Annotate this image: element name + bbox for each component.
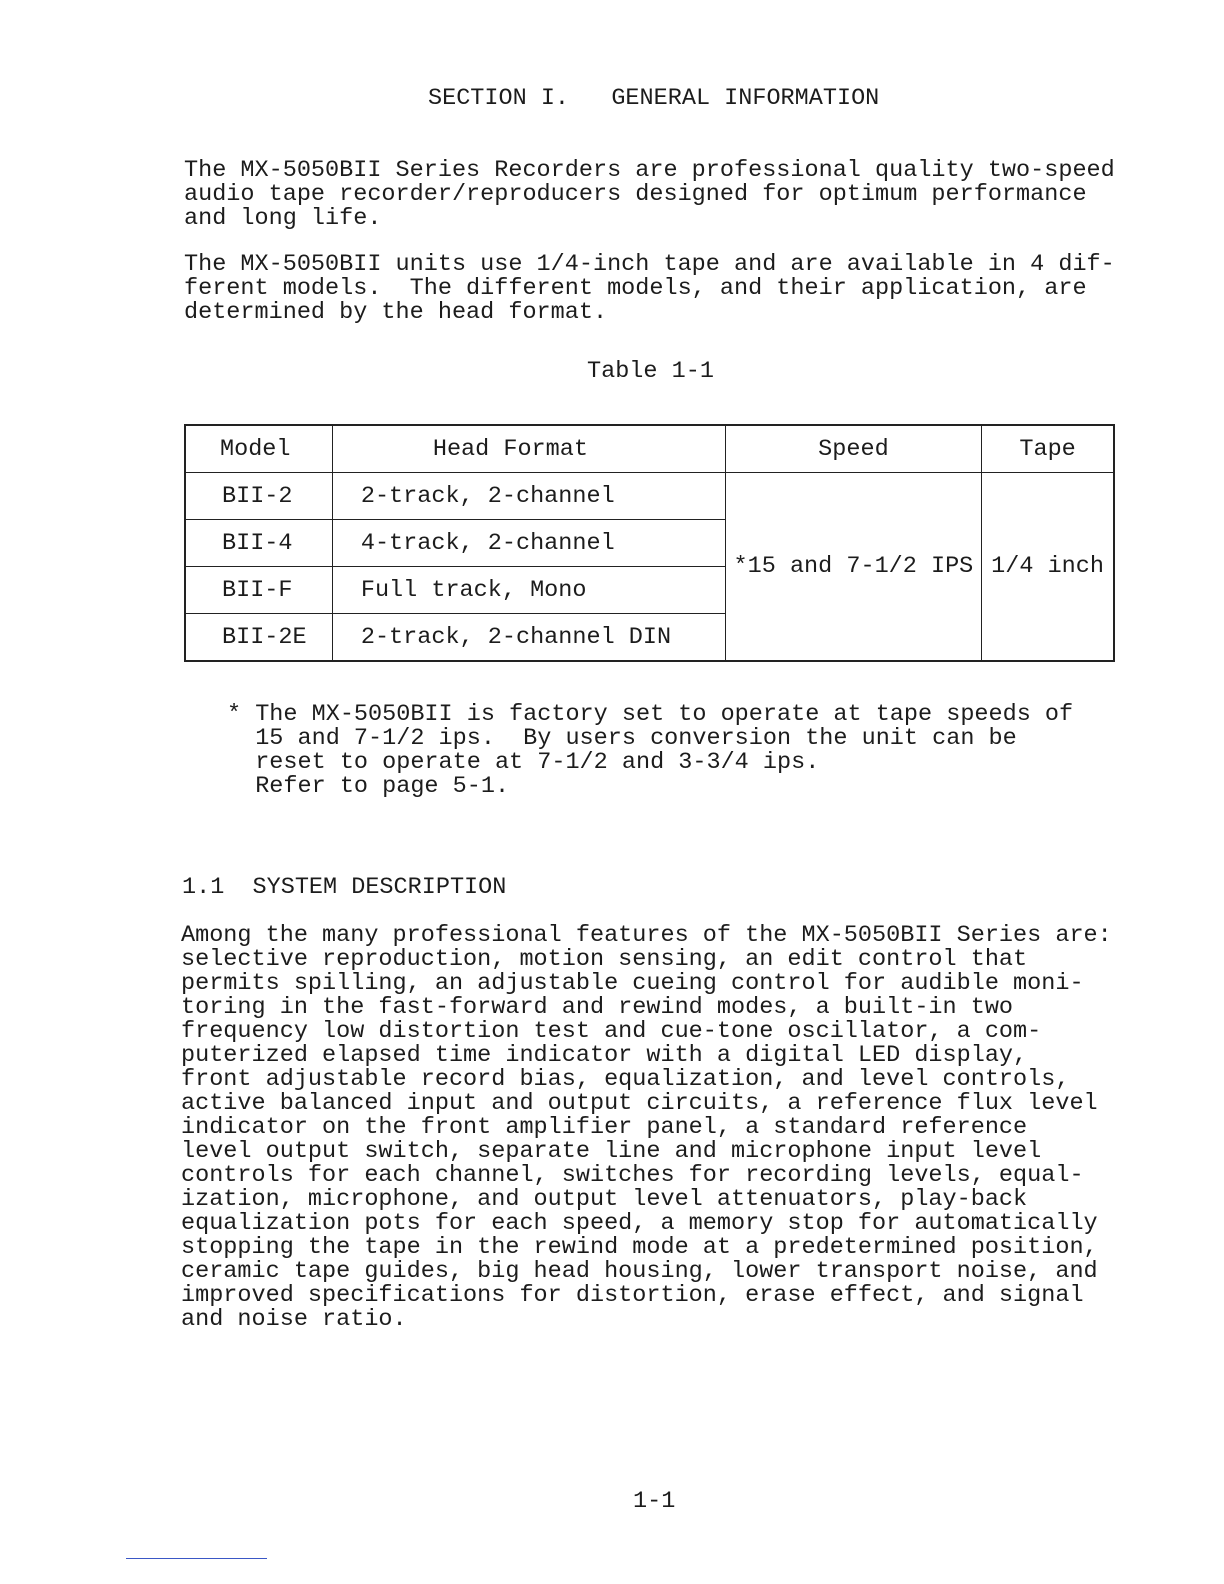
text-line: puterized elapsed time indicator with a digital LED display, (181, 1042, 1028, 1069)
text-line: Refer to page 5-1. (227, 773, 510, 800)
text-line: indicator on the front amplifier panel, a standard reference (181, 1114, 1028, 1141)
cell-tape: 1/4 inch (982, 473, 1114, 662)
text-line: controls for each channel, switches for recording levels, equal- (181, 1162, 1084, 1189)
header-model: Model (185, 425, 332, 473)
table-caption: Table 1-1 (587, 358, 714, 385)
features-paragraph (181, 924, 1112, 1332)
text-line: selective reproduction, motion sensing, an edit control that (181, 946, 1028, 973)
text-line: frequency low distortion test and cue-tone oscillator, a com- (181, 1018, 1042, 1045)
intro-paragraph (184, 159, 1115, 231)
footer-rule (126, 1558, 267, 1559)
table-row (185, 473, 1114, 520)
cell-model: BII-2E (185, 614, 332, 662)
cell-model: BII-2 (185, 473, 332, 520)
table-footnote (227, 703, 1073, 799)
models-paragraph (184, 253, 1115, 325)
header-head-format: Head Format (332, 425, 725, 473)
text-line: The MX-5050BII Series Recorders are professional quality two-speed (184, 157, 1115, 184)
model-spec-table (184, 424, 1115, 662)
text-line: reset to operate at 7-1/2 and 3-3/4 ips. (227, 749, 820, 776)
text-line: toring in the fast-forward and rewind modes, a built-in two (181, 994, 1014, 1021)
page-number: 1-1 (633, 1488, 676, 1515)
text-line: The MX-5050BII units use 1/4-inch tape and are available in 4 dif- (184, 251, 1115, 278)
text-line: * The MX-5050BII is factory set to operate at tape speeds of (227, 701, 1074, 728)
section-title: SECTION I. GENERAL INFORMATION (428, 85, 880, 112)
text-line: Among the many professional features of the MX-5050BII Series are: (181, 922, 1112, 949)
text-line: determined by the head format. (184, 299, 608, 326)
text-line: active balanced input and output circuits, a reference flux level (181, 1090, 1098, 1117)
cell-head-format: 2-track, 2-channel DIN (332, 614, 725, 662)
text-line: permits spilling, an adjustable cueing control for audible moni- (181, 970, 1084, 997)
text-line: level output switch, separate line and microphone input level (181, 1138, 1042, 1165)
header-speed: Speed (725, 425, 982, 473)
cell-head-format: 4-track, 2-channel (332, 520, 725, 567)
text-line: ferent models. The different models, and their application, are (184, 275, 1087, 302)
cell-head-format: Full track, Mono (332, 567, 725, 614)
text-line: audio tape recorder/reproducers designed for optimum performance (184, 181, 1087, 208)
cell-model: BII-F (185, 567, 332, 614)
text-line: improved specifications for distortion, erase effect, and signal (181, 1282, 1084, 1309)
text-line: and long life. (184, 205, 382, 232)
text-line: 15 and 7-1/2 ips. By users conversion the unit can be (227, 725, 1017, 752)
cell-speed: *15 and 7-1/2 IPS (725, 473, 982, 662)
text-line: equalization pots for each speed, a memory stop for automatically (181, 1210, 1098, 1237)
header-tape: Tape (982, 425, 1114, 473)
text-line: and noise ratio. (181, 1306, 407, 1333)
text-line: ceramic tape guides, big head housing, lower transport noise, and (181, 1258, 1098, 1285)
text-line: ization, microphone, and output level attenuators, play-back (181, 1186, 1028, 1213)
table-header-row (185, 425, 1114, 473)
text-line: front adjustable record bias, equalization, and level controls, (181, 1066, 1070, 1093)
cell-head-format: 2-track, 2-channel (332, 473, 725, 520)
text-line: stopping the tape in the rewind mode at a predetermined position, (181, 1234, 1098, 1261)
cell-model: BII-4 (185, 520, 332, 567)
subsection-title: 1.1 SYSTEM DESCRIPTION (182, 874, 507, 901)
